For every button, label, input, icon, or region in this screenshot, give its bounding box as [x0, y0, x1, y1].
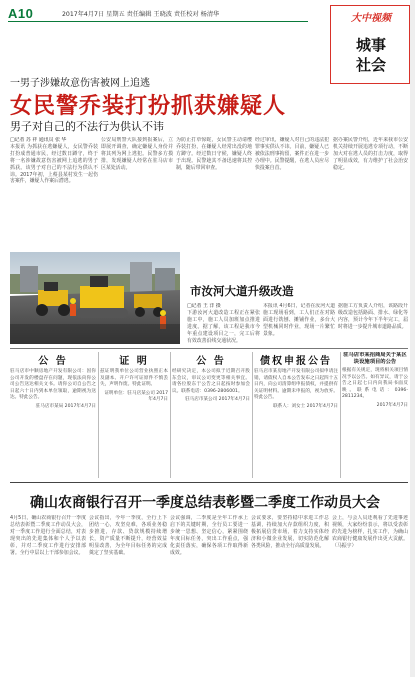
bottom-headline: 确山农商银行召开一季度总结表彰暨二季度工作动员大会: [30, 495, 380, 511]
bottom-column-2: 会议指出，今年一季度，全行上下团结一心，攻坚克难，各项业务稳步推进，存款、贷款规模持续增长，资产质量不断提升，经营效益明显改善，为全年目标任务的完成奠定了坚实基础。: [89, 515, 167, 556]
notice-4: [254, 352, 338, 480]
notice-divider: [252, 352, 253, 478]
notice-divider: [98, 352, 99, 478]
section-label-line1: 城事: [355, 36, 386, 54]
notice-title: 公 告: [196, 356, 226, 367]
section-brand-box: [330, 5, 410, 84]
lead-kicker: 一男子涉嫌故意伤害被网上追逃: [10, 78, 150, 89]
lead-column-text: 本报讯 为抓获在逃嫌疑人，女民警乔装打扮成普通市民，经过数日蹲守，终于将一名涉嫌故意伤害被网上追逃的男子抓获。该男子对自己的不法行为供认不讳。2017年初，上蔡县某村发生一起伤害案件，嫌疑人作案后潜逃。: [10, 143, 98, 185]
lead-column-3: 为防止打草惊蛇，女民警主动请缨乔装打扮，在嫌疑人经常出没的地方蹲守。经过数日守候，嫌疑人终于出现。民警趁其不备迅速将其控制，随后带回审查。: [176, 137, 252, 171]
road-column-1: [187, 303, 260, 349]
notice-title: 公 告: [38, 356, 68, 367]
page-edge-shade: [410, 0, 415, 677]
newspaper-logo: 大中视频: [337, 12, 405, 26]
lead-subheadline: 男子对自己的不法行为供认不讳: [10, 120, 164, 133]
road-photo-image: [10, 252, 180, 344]
notice-title: 证 明: [119, 356, 149, 367]
notice-2: [100, 352, 168, 480]
page-number: A10: [8, 6, 34, 21]
lead-column-5: 据办案民警介绍，近年来我市公安机关持续开展追逃专项行动，不断加大对在逃人员的打击力度，取得了明显成效，有力维护了社会治安稳定。: [333, 137, 408, 171]
road-column-text: 下游汝河大道改造工程正在紧张施工中，施工人员加班加点推进进度。据了解，该工程是我市今年重点建设项目之一，完工后将有效改善沿线交通状况。: [187, 309, 260, 344]
notice-body: 驻马店市某房地产开发有限公司拟申请注销，请债权人自本公告发布之日起四十五日内，向公司清算组申报债权，并提供有关证明材料。逾期未申报的，视为放弃。特此公告。: [254, 369, 338, 400]
notice-body: 驻马店市中顺房地产开发有限公司：因你公司开发的楼盘存在问题，现依法向你公司公告送达相关文书。请你公司自公告之日起六十日内到本单位领取，逾期视为送达。特此公告。: [10, 369, 96, 400]
road-construction-photo: [10, 252, 180, 344]
lead-byline: □记者 苏 祥 通讯员 张 华: [10, 137, 67, 143]
header-meta: 2017年4月7日 星期五 责任编辑 王晓波 责任校对 杨清华: [62, 11, 220, 18]
notice-title: 驻马店市某招商局关于某区块设施项目的公告: [343, 352, 407, 365]
bottom-column-5: 会上，与会人员还观看了先进事迹视频，大家纷纷表示，将以受表彰的先进为榜样，扎实工作，为确山农商银行健康发展作出更大贡献。（马振宇）: [332, 515, 408, 549]
lead-headline: 女民警乔装打扮抓获嫌疑人: [10, 93, 287, 119]
notice-signature: 联系人：刘女士 2017年4月7日: [273, 403, 338, 409]
lead-column-4: 经过审讯，嫌疑人对自己的违法犯罪事实供认不讳。目前，嫌疑人已被依法刑事拘留，案件正在进一步办理中。民警提醒，在逃人员应尽快投案自首。: [255, 137, 329, 171]
header-rule: [8, 21, 308, 22]
notice-divider: [170, 352, 171, 478]
notice-signature: 驻马店市某公司 2017年4月7日: [185, 397, 250, 402]
road-headline: 市汝河大道升级改造: [190, 284, 294, 298]
notice-5: [342, 352, 408, 480]
road-photo-caption: □记者 王 洋 摄: [187, 303, 221, 309]
notices-top-rule: [10, 348, 408, 349]
notice-title: 债权申报公告: [260, 356, 332, 367]
bottom-column-4: 会议要求，要坚持稳中求进工作总基调，持续加大存款组织力度，积极拓展信贷市场，着力支持实体经济和小微企业发展，切实防范化解各类风险，推动全行高质量发展。: [251, 515, 329, 549]
notice-signature: 证明单位：驻马店某公司 2017年4月7日: [104, 390, 168, 402]
notice-body: 兹证明我单位公司营业执照正本及副本、开户许可证原件不慎丢失，声明作废。特此证明。: [100, 369, 168, 387]
road-column-3: 据施工方负责人介绍，该路段升级改造包括路面、排水、绿化等内容，预计今年下半年完工，届时将进一步提升城市道路品质。: [338, 303, 408, 330]
bottom-column-1: 4月5日，确山农商银行召开一季度总结表彰暨二季度工作动员大会，对一季度工作进行全面总结，对表现突出的先进集体和个人予以表彰，并对二季度工作进行安排部署。全行中层以上干部参加会议。: [10, 515, 86, 556]
notice-body: 根据有关规定，现将相关项目情况予以公告。如有异议，请于公告之日起七日内向我局书面反映。联系电话：0396-2811234。: [342, 368, 408, 399]
bottom-column-3: 会议强调，二季度是全年工作承上启下的关键时期，全行员工要进一步统一思想、坚定信心，紧紧围绕年度目标任务，突出工作重点，强化责任落实，确保各项工作取得新成效。: [170, 515, 248, 556]
notice-signature: 驻马店市某局 2017年4月7日: [35, 403, 96, 409]
notice-3: [172, 352, 250, 480]
road-column-2: 本报讯 4月6日，记者在汝河大道施工现场看到，工人们正在对路面进行铣刨、摊铺作业，多台大型机械同时作业，现场一片繁忙景象。: [263, 303, 335, 337]
notices-bottom-rule: [10, 482, 408, 483]
lead-column-2: 公安局刑警大队接到报案后，立即展开调查，确定嫌疑人身份并将其列为网上逃犯。民警多方摸排，发现嫌疑人经常在驻马店市区某处活动。: [101, 137, 173, 171]
lead-column-1: [10, 137, 98, 249]
section-label-line2: 社会: [355, 56, 386, 74]
notice-divider: [340, 352, 341, 478]
notice-signature: 2017年4月7日: [376, 402, 408, 408]
notice-body: 经研究决定，本公司拟于近期召开股东会议，审议公司变更等相关事宜。请各位股东于公告之日起按时参加会议。联系电话：0396-2806001。: [172, 369, 250, 394]
notice-1: [10, 352, 96, 480]
